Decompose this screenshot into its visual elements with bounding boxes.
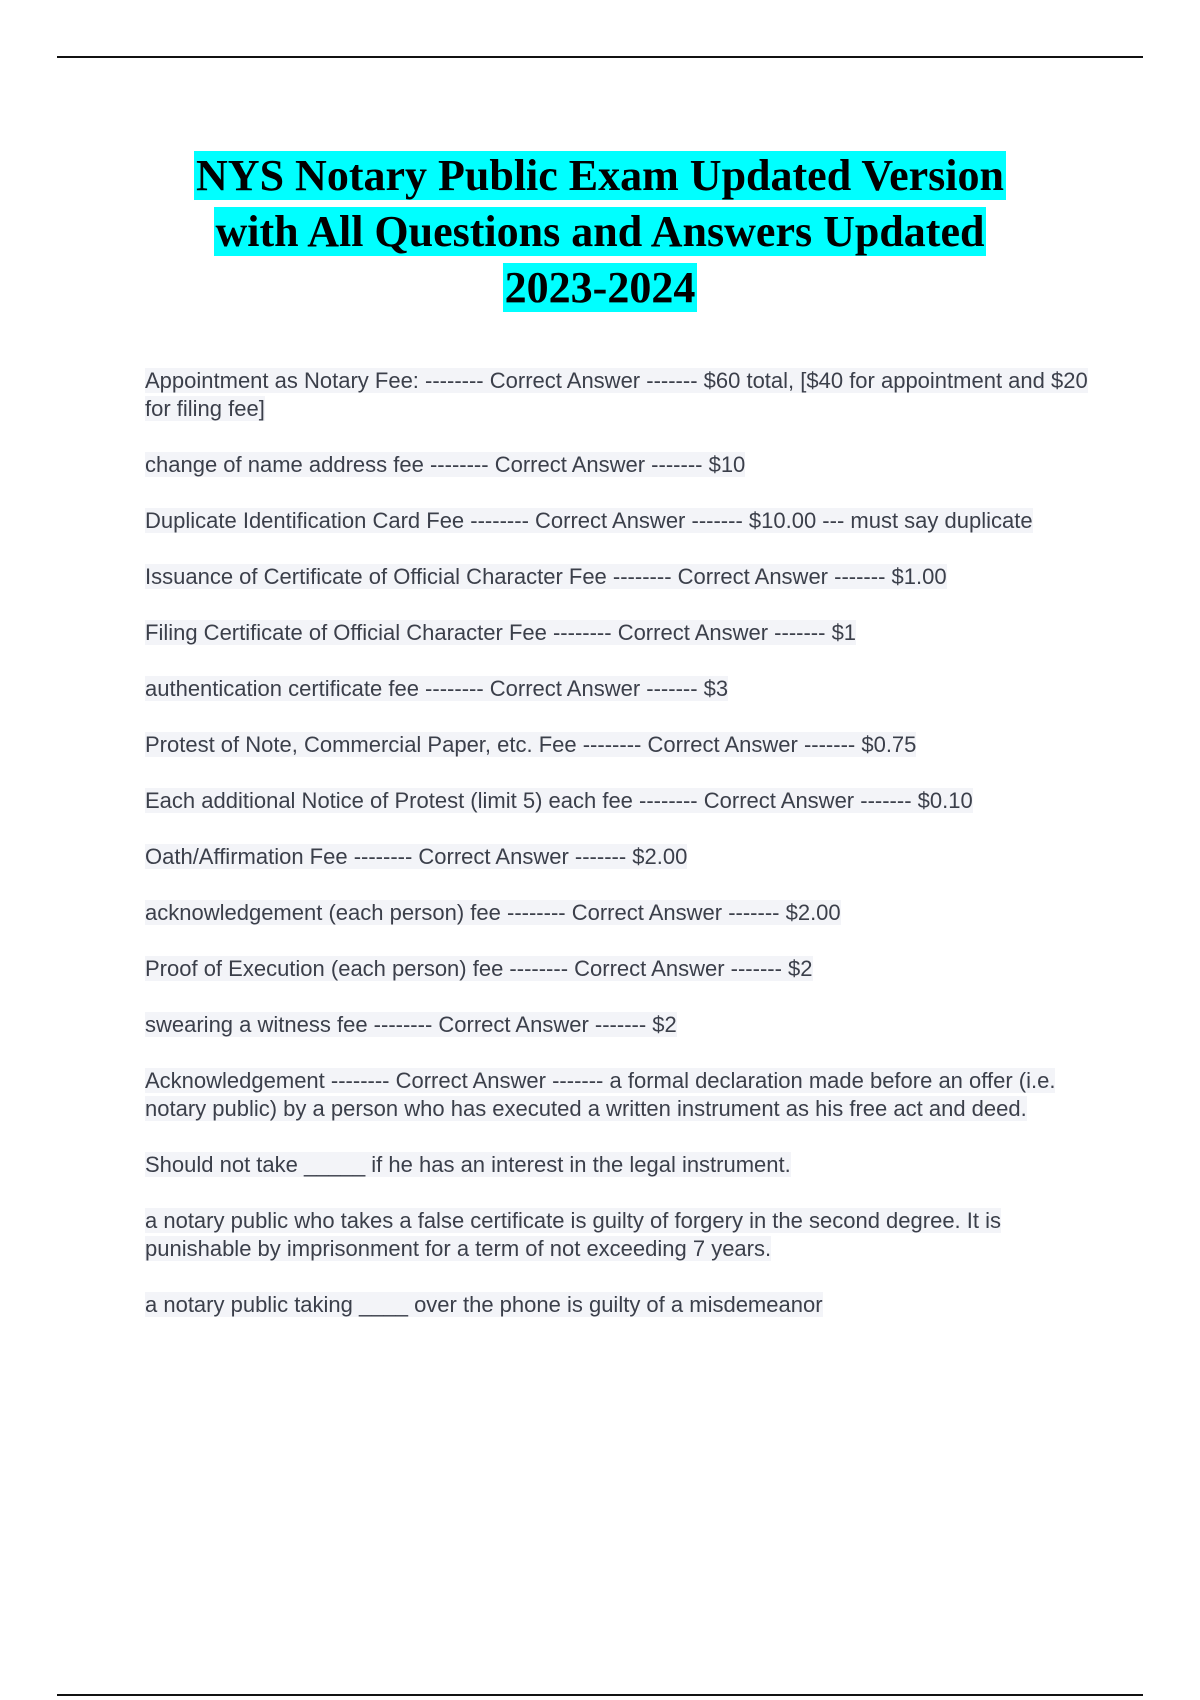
item-text: acknowledgement (each person) fee -------- Correct Answer ------- $2.00 bbox=[145, 900, 841, 925]
item-text: change of name address fee -------- Correct Answer ------- $10 bbox=[145, 452, 746, 477]
list-item bbox=[145, 899, 1095, 927]
list-item bbox=[145, 1291, 1095, 1319]
list-item bbox=[145, 619, 1095, 647]
item-text: authentication certificate fee -------- Correct Answer ------- $3 bbox=[145, 676, 729, 701]
item-text: Acknowledgement -------- Correct Answer ------- a formal declaration made before an offer (i.e. notary public) by a person who has executed a written instrument as his free act and deed. bbox=[145, 1068, 1056, 1121]
list-item bbox=[145, 1011, 1095, 1039]
item-text: Protest of Note, Commercial Paper, etc. Fee -------- Correct Answer ------- $0.75 bbox=[145, 732, 917, 757]
page-title bbox=[60, 148, 1140, 316]
item-text: Appointment as Notary Fee: -------- Correct Answer ------- $60 total, [$40 for appointment and $20 for filing fee] bbox=[145, 368, 1088, 421]
item-text: Each additional Notice of Protest (limit 5) each fee -------- Correct Answer ------- $0.10 bbox=[145, 788, 973, 813]
item-text: a notary public taking ____ over the phone is guilty of a misdemeanor bbox=[145, 1292, 823, 1317]
item-text: Issuance of Certificate of Official Character Fee -------- Correct Answer ------- $1.00 bbox=[145, 564, 947, 589]
list-item bbox=[145, 1067, 1095, 1123]
list-item bbox=[145, 787, 1095, 815]
list-item bbox=[145, 507, 1095, 535]
title-line-2: with All Questions and Answers Updated bbox=[215, 207, 985, 256]
item-text: Proof of Execution (each person) fee -------- Correct Answer ------- $2 bbox=[145, 956, 813, 981]
title-line-3: 2023-2024 bbox=[504, 263, 696, 312]
list-item bbox=[145, 731, 1095, 759]
item-text: Filing Certificate of Official Character Fee -------- Correct Answer ------- $1 bbox=[145, 620, 857, 645]
item-text: Duplicate Identification Card Fee -------- Correct Answer ------- $10.00 --- must say duplicate bbox=[145, 508, 1033, 533]
list-item bbox=[145, 367, 1095, 423]
top-rule bbox=[57, 56, 1143, 58]
list-item bbox=[145, 451, 1095, 479]
list-item bbox=[145, 1151, 1095, 1179]
item-text: Should not take _____ if he has an interest in the legal instrument. bbox=[145, 1152, 791, 1177]
list-item bbox=[145, 563, 1095, 591]
bottom-rule bbox=[57, 1694, 1143, 1696]
list-item bbox=[145, 1207, 1095, 1263]
question-answer-list bbox=[145, 367, 1095, 1347]
list-item bbox=[145, 843, 1095, 871]
list-item bbox=[145, 955, 1095, 983]
title-line-1: NYS Notary Public Exam Updated Version bbox=[196, 151, 1004, 200]
item-text: Oath/Affirmation Fee -------- Correct Answer ------- $2.00 bbox=[145, 844, 688, 869]
item-text: a notary public who takes a false certificate is guilty of forgery in the second degree. It is punishable by imprisonment for a term of not exceeding 7 years. bbox=[145, 1208, 1002, 1261]
list-item bbox=[145, 675, 1095, 703]
item-text: swearing a witness fee -------- Correct Answer ------- $2 bbox=[145, 1012, 677, 1037]
